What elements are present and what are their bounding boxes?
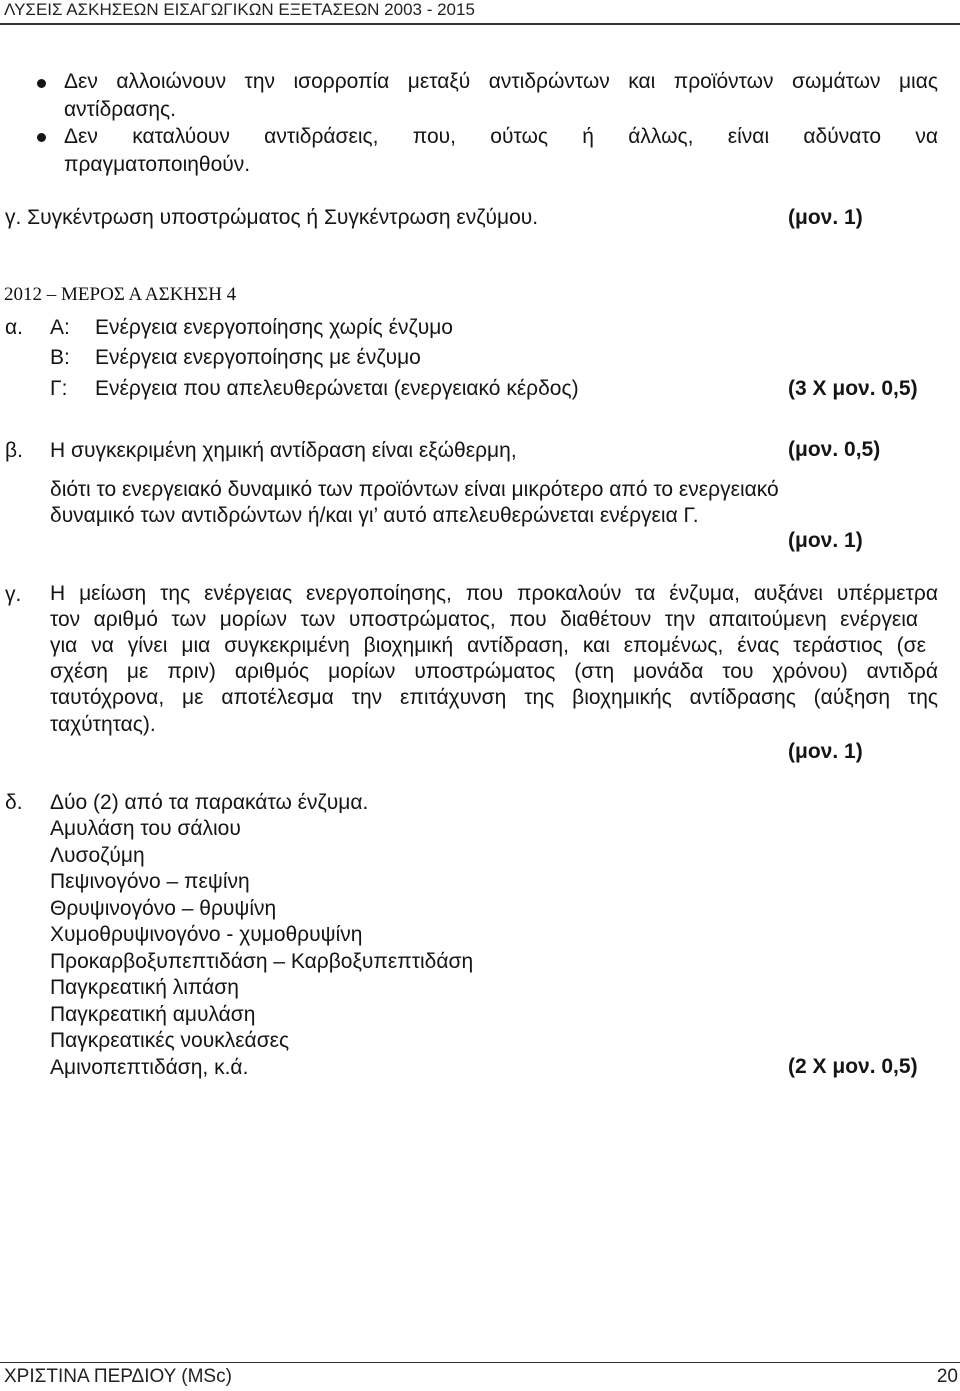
enzyme-list-item: Πεψινογόνο – πεψίνη [50,870,250,893]
enzyme-list-item: Λυσοζύμη [50,844,145,867]
gamma-line: σχέση με πριν) αριθμός μορίων υποστρώματος (στη μονάδα του χρόνου) αντιδρά [50,660,938,683]
enzyme-list-item: Παγκρεατική αμυλάση [50,1003,256,1026]
alpha-a-key: Α: [50,316,70,339]
beta-line-1: Η συγκεκριμένη χημική αντίδραση είναι εξώθερμη, [50,439,517,462]
gamma-line: για να γίνει μια συγκεκριμένη βιοχημική αντίδραση, και επομένως, ένας τεράστιος (σε [50,634,926,657]
alpha-g-key: Γ: [50,377,68,400]
marks-label: (3 Χ μον. 0,5) [788,377,918,400]
enzyme-list-item: Αμυλάση του σάλιου [50,817,241,840]
marks-label: (μον. 1) [788,206,863,229]
footer-author: ΧΡΙΣΤΙΝΑ ΠΕΡΔΙΟΥ (MSc) [4,1366,232,1387]
enzyme-list-item: Χυμοθρυψινογόνο - χυμοθρυψίνη [50,923,363,946]
alpha-b-text: Ενέργεια ενεργοποίησης με ένζυμο [95,346,421,369]
gamma-line: τον αριθμό των μορίων των υποστρώματος, που διαθέτουν την απαιτούμενη ενέργεια [50,608,918,631]
enzyme-list-item: Θρυψινογόνο – θρυψίνη [50,897,277,920]
bullet-2-line-2: πραγματοποιηθούν. [64,153,251,176]
page-number: 20 [936,1366,958,1387]
marks-label: (μον. 1) [788,740,863,763]
alpha-b-key: Β: [50,346,70,369]
marks-label: (μον. 0,5) [788,438,881,461]
answer-beta-label: β. [5,439,23,462]
beta-line-2: διότι το ενεργειακό δυναμικό των προϊόντων είναι μικρότερο από το ενεργειακό [50,478,779,501]
gamma-line: Η μείωση της ενέργειας ενεργοποίησης, που προκαλούν τα ένζυμα, αυξάνει υπέρμετρα [50,582,938,605]
bullet-1-line-1: Δεν αλλοιώνουν την ισορροπία μεταξύ αντιδρώντων και προϊόντων σωμάτων μιας [64,70,938,93]
gamma-line: ταυτόχρονα, με αποτέλεσμα την επιτάχυνση της βιοχημικής αντίδρασης (αύξηση της [50,686,938,709]
gamma-line: ταχύτητας). [50,713,156,736]
section-title: 2012 – ΜΕΡΟΣ Α ΑΣΚΗΣΗ 4 [4,284,237,305]
answer-delta-label: δ. [5,791,23,814]
alpha-a-text: Ενέργεια ενεργοποίησης χωρίς ένζυμο [95,316,453,339]
enzyme-list-item: Παγκρεατικές νουκλεάσες [50,1029,290,1052]
footer-divider [0,1362,960,1363]
bullet-2-line-1: Δεν καταλύουν αντιδράσεις, που, ούτως ή άλλως, είναι αδύνατο να [64,125,938,148]
enzyme-list-item: Παγκρεατική λιπάση [50,976,239,999]
document-header: ΛΥΣΕΙΣ ΑΣΚΗΣΕΩΝ ΕΙΣΑΓΩΓΙΚΩΝ ΕΞΕΤΑΣΕΩΝ 2003 - 2015 [4,0,475,19]
marks-label: (μον. 1) [788,529,863,552]
answer-alpha-label: α. [5,316,23,339]
alpha-g-text: Ενέργεια που απελευθερώνεται (ενεργειακό κέρδος) [95,377,579,400]
beta-line-3: δυναμικό των αντιδρώντων ή/και γι’ αυτό απελευθερώνεται ενέργεια Γ. [50,504,699,527]
bullet-icon [37,133,46,142]
bullet-icon [37,79,46,88]
bullet-1-line-2: αντίδρασης. [64,98,176,121]
header-divider [0,23,960,25]
marks-label: (2 Χ μον. 0,5) [788,1055,918,1078]
answer-gamma-prev: γ. Συγκέντρωση υποστρώματος ή Συγκέντρωση ενζύμου. [5,206,539,229]
delta-intro: Δύο (2) από τα παρακάτω ένζυμα. [50,791,369,814]
enzyme-list-item: Αμινοπεπτιδάση, κ.ά. [50,1056,249,1079]
enzyme-list-item: Προκαρβοξυπεπτιδάση – Καρβοξυπεπτιδάση [50,950,474,973]
answer-gamma-label: γ. [5,583,22,606]
